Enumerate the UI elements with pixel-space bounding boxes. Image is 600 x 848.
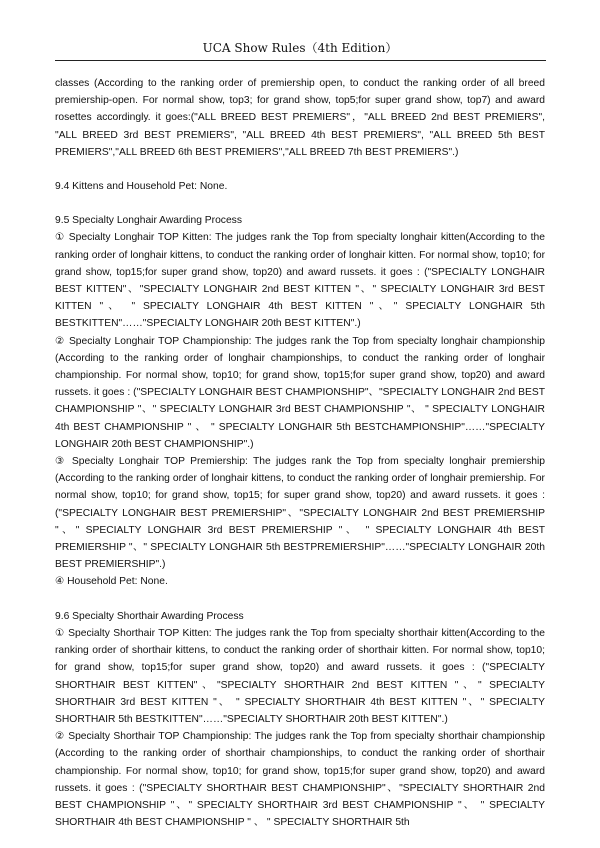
shorthair-top-championship: ② Specialty Shorthair TOP Championship: The judges rank the Top from specialty shorthair championship (According to the ranking order of shorthair championships, to conduct the ranking order of shorthair championship. For normal show, top10; for grand show, top15;for super grand show, top20) and award russets. it goes : ("SPECIALTY SHORTHAIR BEST CHAMPIONSHIP"、"SPECIALTY SHORTHAIR 2nd BEST CHAMPIONSHIP "、" SPECIALTY SHORTHAIR 3rd BEST CHAMPIONSHIP "、 " SPECIALTY SHORTHAIR 4th BEST CHAMPIONSHIP " 、 " SPECIALTY SHORTHAIR 5th <box>55 731 545 829</box>
paragraph-spacer <box>55 195 545 212</box>
section-heading-9-6: 9.6 Specialty Shorthair Awarding Process <box>55 610 244 622</box>
page-header: UCA Show Rules（4th Edition） <box>202 41 398 55</box>
shorthair-top-kitten: ① Specialty Shorthair TOP Kitten: The judges rank the Top from specialty shorthair kitten(According to the ranking order of shorthair kittens, to conduct the ranking order of shorthair kitten. For normal show, top10; for grand show, top15;for super grand show, top20) and award russets. it goes : ("SPECIALTY SHORTHAIR BEST KITTEN"、"SPECIALTY SHORTHAIR 2nd BEST KITTEN "、" SPECIALTY SHORTHAIR 3rd BEST KITTEN "、 " SPECIALTY SHORTHAIR 4th BEST KITTEN "、" SPECIALTY SHORTHAIR 5th BESTKITTEN"……"SPECIALTY SHORTHAIR 20th BEST KITTEN".) <box>55 627 545 725</box>
paragraph-premiers: classes (According to the ranking order of premiership open, to conduct the ranking order of all breed premiership-open. For normal show, top3; for grand show, top5;for super grand show, top7) and award rosettes accordingly. it goes:("ALL BREED BEST PREMIERS"，"ALL BREED 2nd BEST PREMIERS", "ALL BREED 3rd BEST PREMIERS", "ALL BREED 4th BEST PREMIERS", "ALL BREED 5th BEST PREMIERS","ALL BREED 6th BEST PREMIERS","ALL BREED 7th BEST PREMIERS".) <box>55 78 545 158</box>
document-body <box>55 75 545 831</box>
paragraph-spacer <box>55 161 545 178</box>
section-heading-9-4: 9.4 Kittens and Household Pet: None. <box>55 181 228 193</box>
longhair-top-championship: ② Specialty Longhair TOP Championship: The judges rank the Top from specialty longhair championship (According to the ranking order of longhair championships, to conduct the ranking order of longhair championship. For normal show, top10; for grand show, top15;for super grand show, top20) and award russets. it goes : ("SPECIALTY LONGHAIR BEST CHAMPIONSHIP"、"SPECIALTY LONGHAIR 2nd BEST CHAMPIONSHIP "、" SPECIALTY LONGHAIR 3rd BEST CHAMPIONSHIP "、 " SPECIALTY LONGHAIR 4th BEST CHAMPIONSHIP " 、 " SPECIALTY LONGHAIR 5th BESTCHAMPIONSHIP"……"SPECIALTY LONGHAIR 20th BEST CHAMPIONSHIP".) <box>55 335 545 450</box>
section-heading-9-5: 9.5 Specialty Longhair Awarding Process <box>55 215 242 227</box>
longhair-top-kitten: ① Specialty Longhair TOP Kitten: The judges rank the Top from specialty longhair kitten(According to the ranking order of longhair kittens, to conduct the ranking order of longhair kitten. For normal show, top10; for grand show, top15;for super grand show, top20) and award russets. it goes : ("SPECIALTY LONGHAIR BEST KITTEN"、"SPECIALTY LONGHAIR 2nd BEST KITTEN "、" SPECIALTY LONGHAIR 3rd BEST KITTEN "、 " SPECIALTY LONGHAIR 4th BEST KITTEN "、" SPECIALTY LONGHAIR 5th BESTKITTEN"……"SPECIALTY LONGHAIR 20th BEST KITTEN".) <box>55 232 545 330</box>
paragraph-spacer <box>55 591 545 608</box>
longhair-household-pet: ④ Household Pet: None. <box>55 576 168 588</box>
header-rule <box>55 60 546 61</box>
longhair-top-premiership: ③ Specialty Longhair TOP Premiership: The judges rank the Top from specialty longhair premiership (According to the ranking order of longhair kittens, to conduct the ranking order of longhair premiership. For normal show, top10; for grand show, top15; for super grand show, top20) and award russets. it goes : ("SPECIALTY LONGHAIR BEST PREMIERSHIP"、"SPECIALTY LONGHAIR 2nd BEST PREMIERSHIP "、" SPECIALTY LONGHAIR 3rd BEST PREMIERSHIP "、 " SPECIALTY LONGHAIR 4th BEST PREMIERSHIP "、" SPECIALTY LONGHAIR 5th BESTPREMIERSHIP"……"SPECIALTY LONGHAIR 20th BEST PREMIERSHIP".) <box>55 456 545 571</box>
